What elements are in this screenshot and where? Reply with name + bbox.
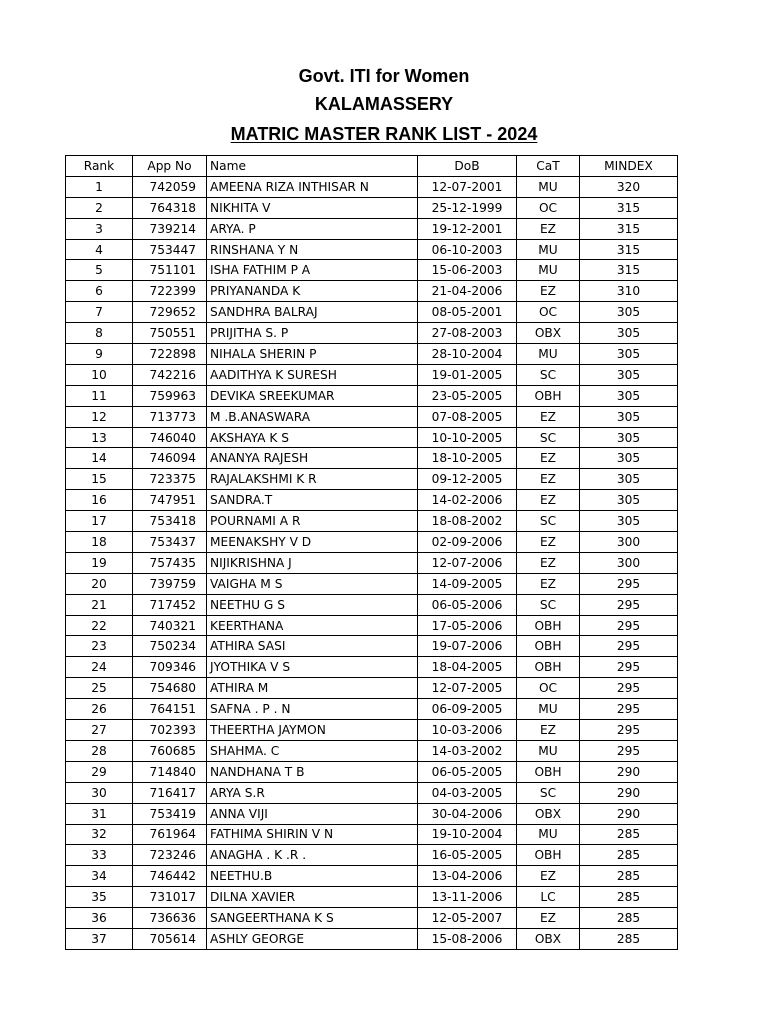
category-cell: EZ: [517, 448, 580, 469]
name-cell: JYOTHIKA V S: [207, 657, 418, 678]
category-cell: MU: [517, 740, 580, 761]
category-cell: OBX: [517, 323, 580, 344]
name-cell: RAJALAKSHMI K R: [207, 469, 418, 490]
name-cell: VAIGHA M S: [207, 573, 418, 594]
dob-cell: 12-07-2001: [418, 176, 517, 197]
rank-cell: 14: [66, 448, 133, 469]
dob-cell: 06-05-2006: [418, 594, 517, 615]
rank-cell: 10: [66, 364, 133, 385]
rank-cell: 4: [66, 239, 133, 260]
category-cell: OBH: [517, 657, 580, 678]
name-cell: FATHIMA SHIRIN V N: [207, 824, 418, 845]
category-cell: EZ: [517, 469, 580, 490]
app-no-cell: 723375: [133, 469, 207, 490]
category-cell: OBH: [517, 636, 580, 657]
dob-cell: 18-08-2002: [418, 511, 517, 532]
dob-cell: 06-05-2005: [418, 761, 517, 782]
dob-cell: 28-10-2004: [418, 344, 517, 365]
table-row: [66, 218, 678, 239]
rank-cell: 18: [66, 532, 133, 553]
mindex-cell: 300: [580, 552, 678, 573]
table-row: [66, 302, 678, 323]
rank-cell: 12: [66, 406, 133, 427]
name-cell: PRIYANANDA K: [207, 281, 418, 302]
table-body: [66, 176, 678, 949]
column-header-app-no: App No: [133, 156, 207, 177]
category-cell: OBH: [517, 385, 580, 406]
category-cell: EZ: [517, 552, 580, 573]
dob-cell: 21-04-2006: [418, 281, 517, 302]
app-no-cell: 714840: [133, 761, 207, 782]
category-cell: SC: [517, 594, 580, 615]
mindex-cell: 285: [580, 824, 678, 845]
dob-cell: 18-04-2005: [418, 657, 517, 678]
app-no-cell: 717452: [133, 594, 207, 615]
rank-cell: 1: [66, 176, 133, 197]
category-cell: EZ: [517, 281, 580, 302]
app-no-cell: 713773: [133, 406, 207, 427]
table-row: [66, 928, 678, 949]
rank-cell: 5: [66, 260, 133, 281]
category-cell: EZ: [517, 406, 580, 427]
name-cell: NIHALA SHERIN P: [207, 344, 418, 365]
name-cell: KEERTHANA: [207, 615, 418, 636]
table-row: [66, 427, 678, 448]
app-no-cell: 722399: [133, 281, 207, 302]
rank-cell: 15: [66, 469, 133, 490]
mindex-cell: 315: [580, 260, 678, 281]
rank-cell: 20: [66, 573, 133, 594]
dob-cell: 06-10-2003: [418, 239, 517, 260]
app-no-cell: 705614: [133, 928, 207, 949]
category-cell: EZ: [517, 532, 580, 553]
app-no-cell: 731017: [133, 887, 207, 908]
rank-cell: 23: [66, 636, 133, 657]
name-cell: NANDHANA T B: [207, 761, 418, 782]
name-cell: SANGEERTHANA K S: [207, 908, 418, 929]
mindex-cell: 305: [580, 302, 678, 323]
mindex-cell: 320: [580, 176, 678, 197]
name-cell: DEVIKA SREEKUMAR: [207, 385, 418, 406]
table-row: [66, 699, 678, 720]
category-cell: OBH: [517, 615, 580, 636]
mindex-cell: 295: [580, 720, 678, 741]
app-no-cell: 757435: [133, 552, 207, 573]
rank-cell: 22: [66, 615, 133, 636]
table-row: [66, 782, 678, 803]
app-no-cell: 723246: [133, 845, 207, 866]
mindex-cell: 295: [580, 636, 678, 657]
name-cell: POURNAMI A R: [207, 511, 418, 532]
dob-cell: 08-05-2001: [418, 302, 517, 323]
category-cell: SC: [517, 364, 580, 385]
category-cell: EZ: [517, 720, 580, 741]
name-cell: AMEENA RIZA INTHISAR N: [207, 176, 418, 197]
rank-cell: 29: [66, 761, 133, 782]
mindex-cell: 305: [580, 490, 678, 511]
app-no-cell: 764318: [133, 197, 207, 218]
name-cell: ANNA VIJI: [207, 803, 418, 824]
name-cell: RINSHANA Y N: [207, 239, 418, 260]
rank-cell: 24: [66, 657, 133, 678]
rank-cell: 7: [66, 302, 133, 323]
mindex-cell: 290: [580, 782, 678, 803]
rank-list-table: [65, 155, 678, 950]
dob-cell: 14-09-2005: [418, 573, 517, 594]
app-no-cell: 753419: [133, 803, 207, 824]
table-row: [66, 448, 678, 469]
category-cell: MU: [517, 824, 580, 845]
name-cell: M .B.ANASWARA: [207, 406, 418, 427]
dob-cell: 18-10-2005: [418, 448, 517, 469]
table-row: [66, 197, 678, 218]
app-no-cell: 729652: [133, 302, 207, 323]
table-row: [66, 761, 678, 782]
app-no-cell: 742216: [133, 364, 207, 385]
app-no-cell: 709346: [133, 657, 207, 678]
app-no-cell: 746094: [133, 448, 207, 469]
rank-cell: 13: [66, 427, 133, 448]
table-row: [66, 887, 678, 908]
name-cell: SANDRA.T: [207, 490, 418, 511]
rank-cell: 8: [66, 323, 133, 344]
name-cell: THEERTHA JAYMON: [207, 720, 418, 741]
app-no-cell: 750234: [133, 636, 207, 657]
table-row: [66, 511, 678, 532]
category-cell: MU: [517, 344, 580, 365]
dob-cell: 17-05-2006: [418, 615, 517, 636]
table-row: [66, 908, 678, 929]
table-row: [66, 845, 678, 866]
table-row: [66, 469, 678, 490]
dob-cell: 10-03-2006: [418, 720, 517, 741]
dob-cell: 02-09-2006: [418, 532, 517, 553]
name-cell: ANAGHA . K .R .: [207, 845, 418, 866]
mindex-cell: 295: [580, 615, 678, 636]
table-row: [66, 176, 678, 197]
mindex-cell: 305: [580, 469, 678, 490]
name-cell: ARYA. P: [207, 218, 418, 239]
mindex-cell: 305: [580, 323, 678, 344]
table-row: [66, 866, 678, 887]
name-cell: SAFNA . P . N: [207, 699, 418, 720]
column-header-rank: Rank: [66, 156, 133, 177]
dob-cell: 23-05-2005: [418, 385, 517, 406]
category-cell: MU: [517, 176, 580, 197]
app-no-cell: 739759: [133, 573, 207, 594]
table-row: [66, 573, 678, 594]
app-no-cell: 759963: [133, 385, 207, 406]
dob-cell: 30-04-2006: [418, 803, 517, 824]
app-no-cell: 722898: [133, 344, 207, 365]
table-row: [66, 344, 678, 365]
name-cell: NIKHITA V: [207, 197, 418, 218]
table-row: [66, 657, 678, 678]
dob-cell: 14-03-2002: [418, 740, 517, 761]
table-row: [66, 636, 678, 657]
dob-cell: 15-06-2003: [418, 260, 517, 281]
dob-cell: 25-12-1999: [418, 197, 517, 218]
name-cell: NEETHU.B: [207, 866, 418, 887]
app-no-cell: 736636: [133, 908, 207, 929]
page-title: MATRIC MASTER RANK LIST - 2024: [230, 124, 538, 144]
mindex-cell: 315: [580, 239, 678, 260]
category-cell: EZ: [517, 218, 580, 239]
app-no-cell: 761964: [133, 824, 207, 845]
table-row: [66, 720, 678, 741]
dob-cell: 19-12-2001: [418, 218, 517, 239]
column-header-dob: DoB: [418, 156, 517, 177]
category-cell: OC: [517, 197, 580, 218]
dob-cell: 19-01-2005: [418, 364, 517, 385]
name-cell: SANDHRA BALRAJ: [207, 302, 418, 323]
rank-cell: 32: [66, 824, 133, 845]
app-no-cell: 742059: [133, 176, 207, 197]
table-row: [66, 385, 678, 406]
dob-cell: 16-05-2005: [418, 845, 517, 866]
name-cell: NEETHU G S: [207, 594, 418, 615]
mindex-cell: 290: [580, 761, 678, 782]
table-row: [66, 615, 678, 636]
rank-cell: 36: [66, 908, 133, 929]
column-header-name: Name: [207, 156, 418, 177]
mindex-cell: 305: [580, 344, 678, 365]
table-row: [66, 532, 678, 553]
category-cell: EZ: [517, 490, 580, 511]
name-cell: AADITHYA K SURESH: [207, 364, 418, 385]
app-no-cell: 702393: [133, 720, 207, 741]
column-header-category: CaT: [517, 156, 580, 177]
dob-cell: 10-10-2005: [418, 427, 517, 448]
app-no-cell: 747951: [133, 490, 207, 511]
mindex-cell: 295: [580, 573, 678, 594]
app-no-cell: 760685: [133, 740, 207, 761]
mindex-cell: 295: [580, 594, 678, 615]
dob-cell: 04-03-2005: [418, 782, 517, 803]
mindex-cell: 310: [580, 281, 678, 302]
mindex-cell: 305: [580, 406, 678, 427]
name-cell: ARYA S.R: [207, 782, 418, 803]
rank-cell: 3: [66, 218, 133, 239]
mindex-cell: 295: [580, 740, 678, 761]
mindex-cell: 295: [580, 678, 678, 699]
app-no-cell: 746442: [133, 866, 207, 887]
mindex-cell: 285: [580, 866, 678, 887]
dob-cell: 12-07-2006: [418, 552, 517, 573]
rank-cell: 6: [66, 281, 133, 302]
category-cell: OC: [517, 302, 580, 323]
mindex-cell: 315: [580, 218, 678, 239]
rank-cell: 21: [66, 594, 133, 615]
dob-cell: 13-04-2006: [418, 866, 517, 887]
table-row: [66, 260, 678, 281]
table-row: [66, 406, 678, 427]
dob-cell: 09-12-2005: [418, 469, 517, 490]
rank-cell: 16: [66, 490, 133, 511]
category-cell: OBH: [517, 761, 580, 782]
name-cell: ATHIRA SASI: [207, 636, 418, 657]
dob-cell: 19-10-2004: [418, 824, 517, 845]
category-cell: OBX: [517, 928, 580, 949]
app-no-cell: 740321: [133, 615, 207, 636]
table-header-row: [66, 156, 678, 177]
table-row: [66, 552, 678, 573]
category-cell: MU: [517, 699, 580, 720]
mindex-cell: 315: [580, 197, 678, 218]
rank-cell: 11: [66, 385, 133, 406]
rank-cell: 28: [66, 740, 133, 761]
app-no-cell: 751101: [133, 260, 207, 281]
dob-cell: 12-05-2007: [418, 908, 517, 929]
app-no-cell: 754680: [133, 678, 207, 699]
rank-cell: 26: [66, 699, 133, 720]
name-cell: PRIJITHA S. P: [207, 323, 418, 344]
mindex-cell: 305: [580, 511, 678, 532]
rank-cell: 33: [66, 845, 133, 866]
mindex-cell: 305: [580, 385, 678, 406]
dob-cell: 27-08-2003: [418, 323, 517, 344]
table-row: [66, 323, 678, 344]
rank-cell: 9: [66, 344, 133, 365]
mindex-cell: 285: [580, 845, 678, 866]
rank-cell: 2: [66, 197, 133, 218]
dob-cell: 15-08-2006: [418, 928, 517, 949]
table-row: [66, 490, 678, 511]
table-row: [66, 364, 678, 385]
table-row: [66, 740, 678, 761]
category-cell: SC: [517, 511, 580, 532]
mindex-cell: 295: [580, 657, 678, 678]
table-row: [66, 594, 678, 615]
dob-cell: 19-07-2006: [418, 636, 517, 657]
table-row: [66, 281, 678, 302]
category-cell: LC: [517, 887, 580, 908]
dob-cell: 12-07-2005: [418, 678, 517, 699]
category-cell: EZ: [517, 573, 580, 594]
name-cell: DILNA XAVIER: [207, 887, 418, 908]
table-row: [66, 803, 678, 824]
rank-cell: 19: [66, 552, 133, 573]
mindex-cell: 305: [580, 448, 678, 469]
category-cell: MU: [517, 260, 580, 281]
mindex-cell: 295: [580, 699, 678, 720]
mindex-cell: 285: [580, 887, 678, 908]
dob-cell: 06-09-2005: [418, 699, 517, 720]
category-cell: EZ: [517, 908, 580, 929]
column-header-mindex: MINDEX: [580, 156, 678, 177]
name-cell: ASHLY GEORGE: [207, 928, 418, 949]
name-cell: NIJIKRISHNA J: [207, 552, 418, 573]
category-cell: OBX: [517, 803, 580, 824]
category-cell: SC: [517, 427, 580, 448]
app-no-cell: 716417: [133, 782, 207, 803]
rank-cell: 25: [66, 678, 133, 699]
app-no-cell: 753418: [133, 511, 207, 532]
dob-cell: 14-02-2006: [418, 490, 517, 511]
rank-cell: 27: [66, 720, 133, 741]
dob-cell: 07-08-2005: [418, 406, 517, 427]
mindex-cell: 300: [580, 532, 678, 553]
name-cell: MEENAKSHY V D: [207, 532, 418, 553]
dob-cell: 13-11-2006: [418, 887, 517, 908]
rank-cell: 31: [66, 803, 133, 824]
category-cell: OC: [517, 678, 580, 699]
rank-cell: 17: [66, 511, 133, 532]
category-cell: EZ: [517, 866, 580, 887]
mindex-cell: 285: [580, 908, 678, 929]
app-no-cell: 753447: [133, 239, 207, 260]
name-cell: ANANYA RAJESH: [207, 448, 418, 469]
table-row: [66, 239, 678, 260]
rank-cell: 30: [66, 782, 133, 803]
institute-name: Govt. ITI for Women: [298, 66, 470, 86]
table-row: [66, 678, 678, 699]
category-cell: OBH: [517, 845, 580, 866]
name-cell: SHAHMA. C: [207, 740, 418, 761]
app-no-cell: 750551: [133, 323, 207, 344]
mindex-cell: 305: [580, 364, 678, 385]
name-cell: ATHIRA M: [207, 678, 418, 699]
mindex-cell: 285: [580, 928, 678, 949]
institute-location: KALAMASSERY: [314, 94, 454, 114]
name-cell: AKSHAYA K S: [207, 427, 418, 448]
mindex-cell: 305: [580, 427, 678, 448]
rank-cell: 34: [66, 866, 133, 887]
app-no-cell: 739214: [133, 218, 207, 239]
app-no-cell: 746040: [133, 427, 207, 448]
app-no-cell: 764151: [133, 699, 207, 720]
rank-cell: 37: [66, 928, 133, 949]
category-cell: SC: [517, 782, 580, 803]
mindex-cell: 290: [580, 803, 678, 824]
table-row: [66, 824, 678, 845]
rank-cell: 35: [66, 887, 133, 908]
name-cell: ISHA FATHIM P A: [207, 260, 418, 281]
category-cell: MU: [517, 239, 580, 260]
app-no-cell: 753437: [133, 532, 207, 553]
